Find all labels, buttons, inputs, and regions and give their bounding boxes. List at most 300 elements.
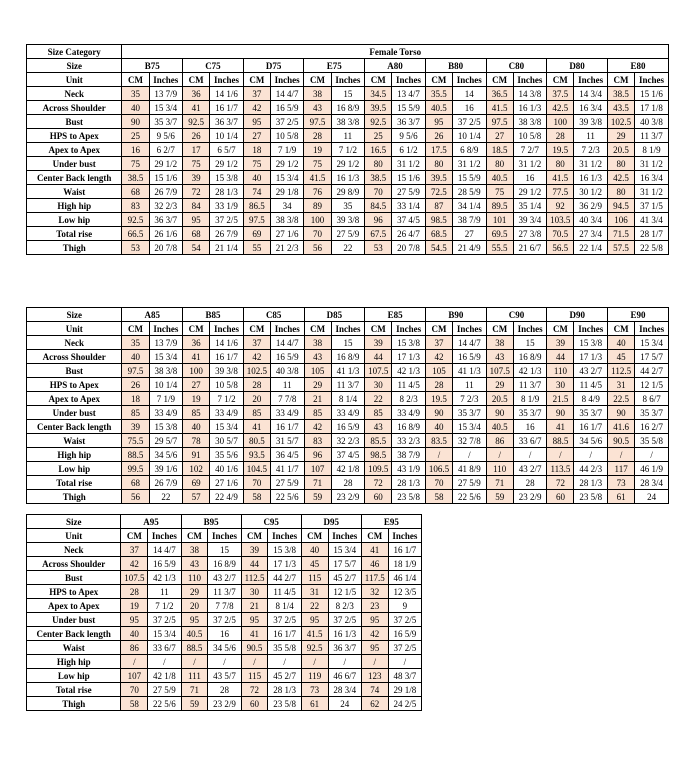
unit-cm-header: CM: [425, 73, 452, 87]
unit-inches-header: Inches: [149, 73, 183, 87]
inches-value: 41 1/3: [453, 364, 487, 378]
inches-value: 10 1/4: [149, 378, 183, 392]
inches-value: 28 1/7: [635, 227, 669, 241]
inches-value: 36 3/7: [392, 115, 426, 129]
cm-value: 86: [121, 641, 148, 655]
cm-value: 35: [122, 336, 149, 350]
unit-inches-header: Inches: [392, 322, 426, 336]
table-row: [27, 336, 669, 350]
cm-value: 70.5: [547, 227, 574, 241]
inches-value: 23 5/8: [392, 490, 426, 504]
inches-value: 9 5/6: [149, 129, 183, 143]
inches-value: 11 4/5: [574, 378, 608, 392]
cm-value: 20: [243, 392, 270, 406]
cm-value: 40: [243, 171, 270, 185]
measurement-label: Waist: [27, 434, 122, 448]
cm-value: 32: [361, 585, 388, 599]
cm-value: 39: [183, 171, 210, 185]
cm-value: 40: [301, 543, 328, 557]
table-row: [27, 87, 669, 101]
inches-value: 48 3/7: [388, 669, 421, 683]
inches-value: 37 4/5: [331, 448, 365, 462]
cm-value: 20: [181, 599, 208, 613]
cm-value: 58: [243, 490, 270, 504]
cm-value: 102: [183, 462, 210, 476]
inches-value: 9 5/6: [392, 129, 426, 143]
inches-value: 39 3/8: [210, 364, 244, 378]
cm-value: 85.5: [365, 434, 392, 448]
size-header: C80: [486, 59, 547, 73]
table-row: [27, 378, 669, 392]
inches-value: 16 1/3: [328, 627, 361, 641]
cm-value: 53: [122, 241, 149, 255]
unit-inches-header: Inches: [392, 73, 426, 87]
inches-value: 45 2/7: [268, 669, 301, 683]
cm-value: 56: [304, 241, 331, 255]
inches-value: 15 3/4: [453, 420, 487, 434]
cm-value: 41.5: [301, 627, 328, 641]
unit-cm-header: CM: [486, 73, 513, 87]
cm-value: 75: [183, 157, 210, 171]
cm-value: 117.5: [361, 571, 388, 585]
measurement-label: Neck: [27, 336, 122, 350]
inches-value: 31 1/2: [635, 157, 669, 171]
cm-value: 92.5: [301, 641, 328, 655]
cm-value: 85: [183, 406, 210, 420]
cm-value: 43.5: [607, 101, 634, 115]
cm-value: 29: [486, 378, 513, 392]
unit-cm-header: CM: [181, 529, 208, 543]
cm-value: 87: [425, 199, 452, 213]
size-header: A80: [365, 59, 426, 73]
cm-value: 19: [183, 392, 210, 406]
cm-value: 38: [486, 336, 513, 350]
size-header: C85: [243, 308, 304, 322]
inches-value: 13 7/9: [149, 87, 183, 101]
cm-value: 39: [547, 336, 574, 350]
cm-value: 37: [243, 87, 270, 101]
inches-value: 17 1/3: [392, 350, 426, 364]
cm-value: 90: [425, 406, 452, 420]
size-header-row: [27, 308, 669, 322]
inches-value: 22: [331, 241, 365, 255]
inches-value: 18 1/9: [388, 557, 421, 571]
unit-label: Unit: [27, 73, 122, 87]
inches-value: 8 2/3: [392, 392, 426, 406]
inches-value: 28 1/3: [574, 476, 608, 490]
inches-value: 16 1/3: [574, 171, 608, 185]
inches-value: /: [388, 655, 421, 669]
inches-value: 11: [270, 378, 304, 392]
cm-value: 73: [301, 683, 328, 697]
cm-value: 39: [122, 420, 149, 434]
cm-value: 80.5: [243, 434, 270, 448]
inches-value: /: [513, 448, 547, 462]
cm-value: 61: [608, 490, 635, 504]
inches-value: 34: [270, 199, 304, 213]
inches-value: 7 2/3: [574, 143, 608, 157]
inches-value: 23 2/9: [331, 490, 365, 504]
cm-value: 43: [486, 350, 513, 364]
inches-value: 10 1/4: [452, 129, 486, 143]
size-header: C95: [241, 515, 301, 529]
cm-value: 69: [243, 227, 270, 241]
cm-value: 37: [425, 336, 452, 350]
cm-value: 68.5: [425, 227, 452, 241]
measurement-label: Thigh: [27, 697, 121, 711]
inches-value: 37 2/5: [210, 213, 244, 227]
inches-value: 8 4/9: [574, 392, 608, 406]
table-row: [27, 476, 669, 490]
cm-value: 95: [425, 115, 452, 129]
cm-value: 80: [607, 185, 634, 199]
inches-value: 16 1/7: [210, 350, 244, 364]
cm-value: 86.5: [243, 199, 270, 213]
inches-value: /: [574, 448, 608, 462]
unit-inches-header: Inches: [574, 322, 608, 336]
inches-value: 31 1/2: [574, 157, 608, 171]
inches-value: 33 1/9: [210, 199, 244, 213]
inches-value: 29 1/2: [270, 157, 304, 171]
inches-value: 11 3/7: [635, 129, 669, 143]
inches-value: 28: [331, 476, 365, 490]
inches-value: 16: [208, 627, 241, 641]
table-row: [27, 655, 422, 669]
cm-value: 100: [304, 213, 331, 227]
inches-value: 15 3/4: [148, 627, 181, 641]
cm-value: 70: [425, 476, 452, 490]
measurement-label: Across Shoulder: [27, 557, 121, 571]
cm-value: /: [181, 655, 208, 669]
inches-value: 6 5/7: [210, 143, 244, 157]
cm-value: 42: [121, 557, 148, 571]
table-row: [27, 171, 669, 185]
cm-value: 112.5: [241, 571, 268, 585]
unit-cm-header: CM: [183, 73, 210, 87]
inches-value: /: [635, 448, 669, 462]
cm-value: 119: [301, 669, 328, 683]
cm-value: 95: [183, 213, 210, 227]
cm-value: 26: [425, 129, 452, 143]
measurement-label: Center Back length: [27, 420, 122, 434]
inches-value: 34 1/4: [452, 199, 486, 213]
inches-value: 16 5/9: [270, 350, 304, 364]
measurement-label: Waist: [27, 641, 121, 655]
size-header: D90: [547, 308, 608, 322]
size-header: C75: [183, 59, 244, 73]
inches-value: 27 5/9: [453, 476, 487, 490]
inches-value: 16 5/9: [331, 420, 365, 434]
cm-value: 90: [547, 406, 574, 420]
inches-value: 35 1/4: [513, 199, 547, 213]
unit-inches-header: Inches: [331, 73, 365, 87]
cm-value: 90: [486, 406, 513, 420]
cm-value: 18.5: [486, 143, 513, 157]
inches-value: 23 5/8: [574, 490, 608, 504]
cm-value: 40: [121, 627, 148, 641]
inches-value: 37 2/5: [208, 613, 241, 627]
inches-value: /: [148, 655, 181, 669]
cm-value: 43: [304, 350, 331, 364]
inches-value: 11 4/5: [268, 585, 301, 599]
inches-value: 14 4/7: [270, 336, 304, 350]
cm-value: 70: [121, 683, 148, 697]
inches-value: 16 8/9: [513, 350, 547, 364]
inches-value: 41 1/3: [331, 364, 365, 378]
unit-inches-header: Inches: [635, 73, 669, 87]
cm-value: 27: [486, 129, 513, 143]
cm-value: 22.5: [608, 392, 635, 406]
inches-value: 34 5/6: [208, 641, 241, 655]
inches-value: 29 1/2: [513, 185, 547, 199]
cm-value: 42.5: [547, 101, 574, 115]
inches-value: 37 2/5: [452, 115, 486, 129]
cm-value: 111: [181, 669, 208, 683]
inches-value: 38 7/9: [452, 213, 486, 227]
cm-value: 90: [608, 406, 635, 420]
inches-value: 15 1/6: [392, 171, 426, 185]
cm-value: 92: [547, 199, 574, 213]
cm-value: 89: [304, 199, 331, 213]
inches-value: 7 2/7: [513, 143, 547, 157]
cm-value: 96: [365, 213, 392, 227]
inches-value: 22 5/6: [453, 490, 487, 504]
cm-value: 39.5: [425, 171, 452, 185]
inches-value: 15 3/4: [328, 543, 361, 557]
cm-value: 29: [181, 585, 208, 599]
unit-inches-header: Inches: [208, 529, 241, 543]
cm-value: 40: [608, 336, 635, 350]
unit-label: Unit: [27, 529, 121, 543]
measurement-label: Apex to Apex: [27, 392, 122, 406]
cm-value: 112.5: [608, 364, 635, 378]
inches-value: 42 1/3: [513, 364, 547, 378]
inches-value: 43 2/7: [513, 462, 547, 476]
measurement-label: Thigh: [27, 241, 122, 255]
cm-value: 85: [122, 406, 149, 420]
cm-value: 113.5: [547, 462, 574, 476]
cm-value: 16.5: [365, 143, 392, 157]
measurement-label: HPS to Apex: [27, 585, 121, 599]
cm-value: /: [361, 655, 388, 669]
unit-inches-header: Inches: [148, 529, 181, 543]
inches-value: 33 2/3: [392, 434, 426, 448]
inches-value: 28 3/4: [635, 476, 669, 490]
cm-value: 42: [425, 350, 452, 364]
inches-value: 6 2/7: [149, 143, 183, 157]
cm-value: 17.5: [425, 143, 452, 157]
cm-value: 99.5: [122, 462, 149, 476]
unit-cm-header: CM: [361, 529, 388, 543]
inches-value: 15 3/8: [210, 171, 244, 185]
cm-value: 94.5: [607, 199, 634, 213]
table-row: [27, 129, 669, 143]
cm-value: 60: [365, 490, 392, 504]
cm-value: 16: [122, 143, 149, 157]
cm-value: 72: [183, 185, 210, 199]
cm-value: 88.5: [547, 434, 574, 448]
table-row: [27, 420, 669, 434]
cm-value: 40: [122, 350, 149, 364]
cm-value: 40: [425, 420, 452, 434]
unit-inches-header: Inches: [388, 529, 421, 543]
inches-value: 28 1/3: [268, 683, 301, 697]
cm-value: 83.5: [425, 434, 452, 448]
cm-value: 29: [607, 129, 634, 143]
inches-value: 13 4/7: [392, 87, 426, 101]
cm-value: 46: [361, 557, 388, 571]
inches-value: 27: [452, 227, 486, 241]
inches-value: 7 1/9: [149, 392, 183, 406]
size-table-3: [26, 514, 422, 711]
unit-header-row: [27, 529, 422, 543]
table-row: [27, 599, 422, 613]
inches-value: 42 1/8: [331, 462, 365, 476]
cm-value: 95: [301, 613, 328, 627]
inches-value: 41 8/9: [453, 462, 487, 476]
inches-value: 39 3/8: [331, 213, 365, 227]
cm-value: 55.5: [486, 241, 513, 255]
table-row: [27, 557, 422, 571]
cm-value: 40.5: [181, 627, 208, 641]
cm-value: 19.5: [425, 392, 452, 406]
cm-value: 95: [241, 613, 268, 627]
cm-value: 34.5: [365, 87, 392, 101]
unit-inches-header: Inches: [270, 322, 304, 336]
inches-value: 45 2/7: [328, 571, 361, 585]
inches-value: 7 1/2: [210, 392, 244, 406]
table-row: [27, 641, 422, 655]
cm-value: 44: [547, 350, 574, 364]
cm-value: 38: [181, 543, 208, 557]
category-label: Size Category: [27, 45, 122, 59]
table-row: [27, 241, 669, 255]
inches-value: 28 1/3: [210, 185, 244, 199]
cm-value: 76: [304, 185, 331, 199]
cm-value: 80: [486, 157, 513, 171]
inches-value: 16 5/9: [388, 627, 421, 641]
table-row: [27, 571, 422, 585]
table-row: [27, 585, 422, 599]
unit-cm-header: CM: [547, 73, 574, 87]
size-header: A85: [122, 308, 183, 322]
table-row: [27, 115, 669, 129]
inches-value: 42 1/8: [148, 669, 181, 683]
cm-value: 72: [547, 476, 574, 490]
cm-value: 74: [243, 185, 270, 199]
inches-value: 14 4/7: [270, 87, 304, 101]
inches-value: 23 2/9: [513, 490, 547, 504]
inches-value: 42 1/3: [392, 364, 426, 378]
inches-value: 16 1/3: [331, 171, 365, 185]
inches-value: 30 5/7: [210, 434, 244, 448]
measurement-label: Total rise: [27, 227, 122, 241]
size-header: E80: [607, 59, 668, 73]
inches-value: 16 8/9: [331, 101, 365, 115]
cm-value: 25: [122, 129, 149, 143]
inches-value: /: [268, 655, 301, 669]
cm-value: 68: [183, 227, 210, 241]
cm-value: 90.5: [608, 434, 635, 448]
cm-value: 35.5: [425, 87, 452, 101]
inches-value: 28 5/9: [452, 185, 486, 199]
measurement-label: Waist: [27, 185, 122, 199]
inches-value: 33 4/9: [331, 406, 365, 420]
cm-value: 110: [547, 364, 574, 378]
inches-value: 22 4/9: [210, 490, 244, 504]
cm-value: 38: [304, 87, 331, 101]
table-row: [27, 613, 422, 627]
inches-value: 46 1/4: [388, 571, 421, 585]
inches-value: 37 2/5: [270, 115, 304, 129]
cm-value: 57: [183, 490, 210, 504]
cm-value: 22: [365, 392, 392, 406]
unit-inches-header: Inches: [268, 529, 301, 543]
cm-value: 41.5: [547, 171, 574, 185]
size-header-row: [27, 59, 669, 73]
cm-value: 41: [183, 350, 210, 364]
cm-value: 80: [425, 157, 452, 171]
inches-value: 15 5/9: [392, 101, 426, 115]
unit-cm-header: CM: [365, 322, 392, 336]
cm-value: /: [121, 655, 148, 669]
cm-value: 23: [361, 599, 388, 613]
inches-value: 15 3/8: [392, 336, 426, 350]
cm-value: 115: [241, 669, 268, 683]
unit-cm-header: CM: [608, 322, 635, 336]
inches-value: 10 1/4: [210, 129, 244, 143]
inches-value: 38 3/8: [331, 115, 365, 129]
measurement-label: High hip: [27, 199, 122, 213]
cm-value: 98.5: [365, 448, 392, 462]
table-row: [27, 697, 422, 711]
size-header: D80: [547, 59, 608, 73]
cm-value: 95: [243, 115, 270, 129]
measurement-label: Center Back length: [27, 171, 122, 185]
cm-value: 107: [121, 669, 148, 683]
table-row: [27, 448, 669, 462]
inches-value: 31 5/7: [270, 434, 304, 448]
inches-value: 12 1/5: [635, 378, 669, 392]
cm-value: 26: [122, 378, 149, 392]
cm-value: 105: [304, 364, 331, 378]
inches-value: 32 2/3: [331, 434, 365, 448]
inches-value: 22 5/8: [635, 241, 669, 255]
cm-value: 17: [183, 143, 210, 157]
unit-inches-header: Inches: [328, 529, 361, 543]
table-row: [27, 213, 669, 227]
inches-value: 24 2/5: [388, 697, 421, 711]
cm-value: 80: [607, 157, 634, 171]
cm-value: 54: [183, 241, 210, 255]
measurement-label: Total rise: [27, 476, 122, 490]
inches-value: 43 5/7: [208, 669, 241, 683]
inches-value: 16 5/9: [270, 101, 304, 115]
inches-value: 23 2/9: [208, 697, 241, 711]
inches-value: 9: [388, 599, 421, 613]
table-row: [27, 185, 669, 199]
inches-value: 37 2/5: [388, 613, 421, 627]
cm-value: 44: [365, 350, 392, 364]
inches-value: 17 5/7: [328, 557, 361, 571]
unit-inches-header: Inches: [635, 322, 669, 336]
cm-value: 100: [547, 115, 574, 129]
inches-value: 35 5/8: [268, 641, 301, 655]
inches-value: 26 7/9: [149, 185, 183, 199]
cm-value: 71.5: [607, 227, 634, 241]
cm-value: 31: [301, 585, 328, 599]
cm-value: 90.5: [241, 641, 268, 655]
